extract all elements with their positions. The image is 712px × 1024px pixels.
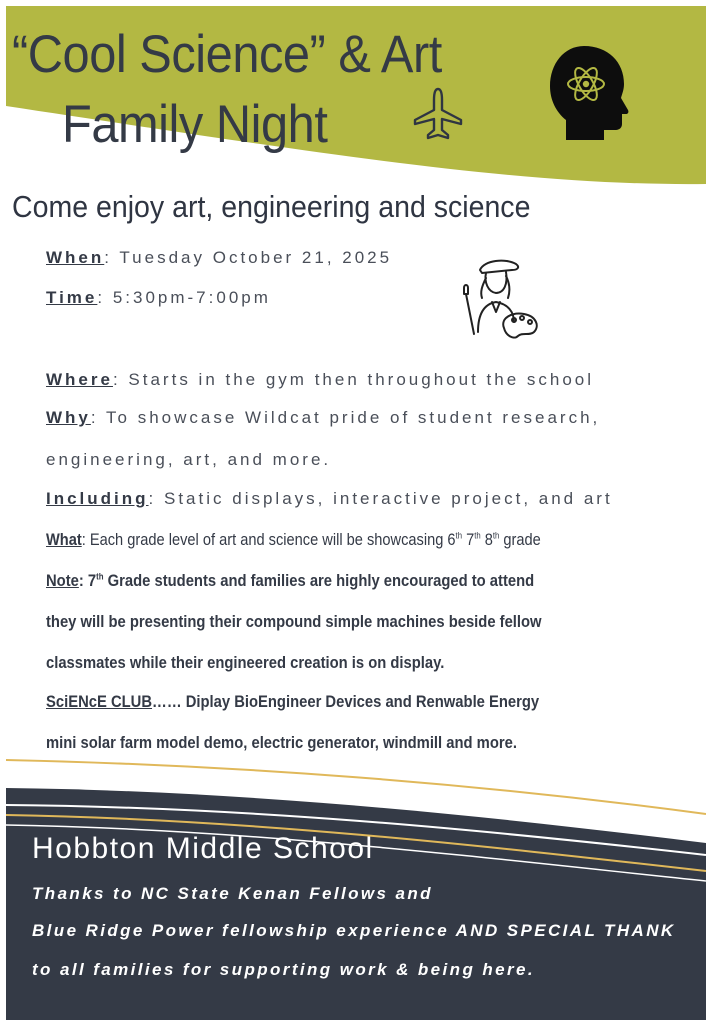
note-line-2: they will be presenting their compound simple machines beside fellow (46, 612, 542, 631)
note-text-a: : 7 (78, 571, 97, 590)
why-value: : To showcase Wildcat pride of student research, (90, 408, 601, 427)
including-label: Including (46, 489, 149, 508)
why-label: Why (46, 408, 91, 427)
what-line (46, 530, 541, 550)
what-text-b: 7 (462, 530, 475, 549)
science-club-label: SciENcE CLUB (46, 692, 153, 711)
science-club-line (46, 692, 539, 712)
note-line-3: classmates while their engineered creation is on display. (46, 653, 445, 672)
including-value: : Static displays, interactive project, and art (148, 489, 613, 508)
thanks-line-2: Blue Ridge Power fellowship experience AND SPECIAL THANK (32, 921, 676, 940)
where-value: : Starts in the gym then throughout the school (112, 370, 595, 389)
thanks-line-3: to all families for supporting work & being here. (32, 960, 535, 979)
what-text-d: grade (499, 530, 541, 549)
time-line (46, 288, 271, 308)
what-sup-3: th (492, 530, 500, 541)
why-line (46, 408, 600, 428)
when-value: : Tuesday October 21, 2025 (104, 248, 393, 267)
school-name: Hobbton Middle School (32, 832, 374, 865)
time-value: : 5:30pm-7:00pm (97, 288, 271, 307)
science-club-text: …… Diplay BioEngineer Devices and Renwable Energy (152, 692, 540, 711)
note-sup: th (96, 571, 104, 582)
time-label: Time (46, 288, 98, 307)
including-line (46, 489, 613, 509)
when-label: When (46, 248, 105, 267)
science-club-line-2: mini solar farm model demo, electric generator, windmill and more. (46, 733, 517, 752)
what-text-a: : Each grade level of art and science will be showcasing 6 (81, 530, 456, 549)
subtitle: Come enjoy art, engineering and science (12, 189, 531, 224)
title-line-1: “Cool Science” & Art (12, 25, 442, 84)
what-label: What (46, 530, 82, 549)
brain-atom-head-icon (546, 44, 630, 140)
note-label: Note (46, 571, 79, 590)
note-text-b: Grade students and families are highly encouraged to attend (103, 571, 535, 590)
thanks-line-1: Thanks to NC State Kenan Fellows and (32, 884, 433, 903)
title-line-2: Family Night (62, 95, 328, 154)
what-sup-1: th (455, 530, 463, 541)
note-line (46, 571, 534, 591)
artist-painter-icon (452, 256, 540, 344)
airplane-icon (412, 86, 464, 142)
where-label: Where (46, 370, 113, 389)
when-line (46, 248, 392, 268)
what-sup-2: th (474, 530, 481, 541)
why-line-continued: engineering, art, and more. (46, 450, 332, 469)
where-line (46, 370, 594, 390)
what-text-c: 8 (480, 530, 493, 549)
flyer-page (6, 6, 706, 1020)
